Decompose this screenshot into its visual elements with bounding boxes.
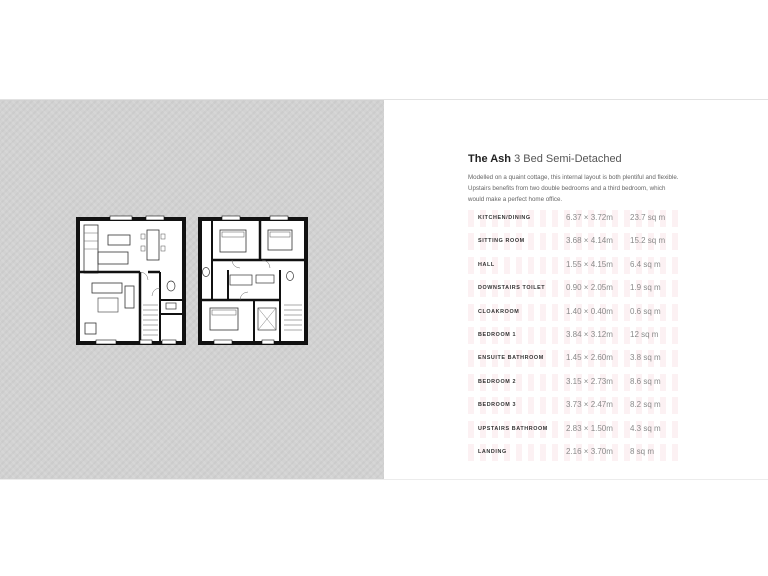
room-dimensions: 3.84 × 3.12m bbox=[566, 329, 613, 339]
room-dimensions: 1.40 × 0.40m bbox=[566, 306, 613, 316]
room-area: 0.6 sq m bbox=[630, 306, 661, 316]
floorplan-panel bbox=[0, 100, 384, 479]
ground-floor-plan bbox=[78, 216, 184, 344]
room-area: 6.4 sq m bbox=[630, 259, 661, 269]
property-name: The Ash bbox=[468, 153, 511, 165]
room-name: DOWNSTAIRS TOILET bbox=[478, 285, 546, 292]
room-dimensions: 2.16 × 3.70m bbox=[566, 446, 613, 456]
room-area: 8.2 sq m bbox=[630, 400, 661, 410]
floorplan-drawing bbox=[0, 100, 384, 479]
room-area: 3.8 sq m bbox=[630, 353, 661, 363]
room-dimensions: 3.15 × 2.73m bbox=[566, 376, 613, 386]
room-dimensions: 3.73 × 2.47m bbox=[566, 400, 613, 410]
room-row bbox=[468, 397, 680, 414]
room-area: 8 sq m bbox=[630, 446, 655, 456]
room-dimensions: 6.37 × 3.72m bbox=[566, 213, 613, 222]
room-row bbox=[468, 350, 680, 367]
room-name: BEDROOM 2 bbox=[478, 378, 517, 385]
room-dimensions: 2.83 × 1.50m bbox=[566, 423, 613, 433]
room-row bbox=[468, 257, 680, 274]
room-name: BEDROOM 3 bbox=[478, 402, 517, 409]
room-row bbox=[468, 374, 680, 391]
room-name: ENSUITE BATHROOM bbox=[478, 355, 544, 362]
room-name: SITTING ROOM bbox=[478, 238, 525, 245]
room-name: KITCHEN/DINING bbox=[478, 215, 531, 221]
property-card bbox=[0, 99, 768, 480]
room-row bbox=[468, 421, 680, 438]
room-table bbox=[468, 210, 680, 467]
property-info bbox=[468, 152, 683, 205]
room-dimensions: 1.55 × 4.15m bbox=[566, 259, 613, 269]
property-subtitle: 3 Bed Semi-Detached bbox=[514, 153, 622, 165]
room-row bbox=[468, 304, 680, 321]
first-floor-plan bbox=[200, 216, 306, 344]
room-row bbox=[468, 280, 680, 297]
property-title bbox=[468, 152, 683, 166]
room-row bbox=[468, 327, 680, 344]
room-row bbox=[468, 210, 680, 227]
room-name: CLOAKROOM bbox=[478, 308, 520, 315]
room-dimensions: 0.90 × 2.05m bbox=[566, 283, 613, 293]
room-area: 1.9 sq m bbox=[630, 283, 661, 293]
property-description: Modelled on a quaint cottage, this internal layout is both plentiful and flexible. Upstairs benefits from two double bedrooms and a third bedroom, which would make a perfect home office. bbox=[468, 174, 679, 203]
room-dimensions: 1.45 × 2.60m bbox=[566, 353, 613, 363]
room-name: HALL bbox=[478, 261, 495, 268]
room-area: 4.3 sq m bbox=[630, 423, 661, 433]
room-dimensions: 3.68 × 4.14m bbox=[566, 236, 613, 246]
room-area: 8.6 sq m bbox=[630, 376, 661, 386]
room-name: LANDING bbox=[478, 448, 507, 455]
room-row bbox=[468, 233, 680, 250]
room-area: 15.2 sq m bbox=[630, 236, 666, 246]
room-area: 23.7 sq m bbox=[630, 213, 666, 222]
room-name: BEDROOM 1 bbox=[478, 331, 517, 338]
room-area: 12 sq m bbox=[630, 329, 659, 339]
room-row bbox=[468, 444, 680, 461]
room-name: UPSTAIRS BATHROOM bbox=[478, 425, 548, 432]
